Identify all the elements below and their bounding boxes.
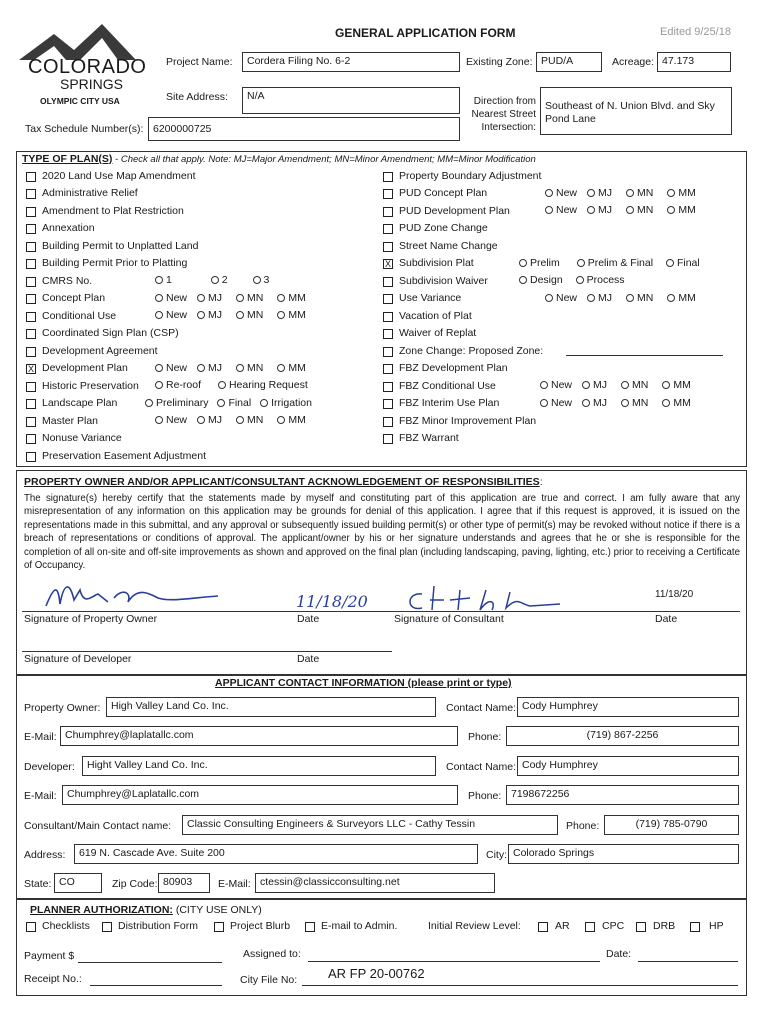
left-label-12: Historic Preservation	[42, 379, 139, 392]
project-name-label: Project Name:	[166, 56, 233, 68]
city-field[interactable]: Colorado Springs	[508, 844, 739, 864]
left-label-2: Amendment to Plat Restriction	[42, 204, 184, 217]
review-level-label: Initial Review Level:	[428, 920, 521, 932]
development-plan-mn-radio[interactable]	[236, 364, 244, 372]
consultant-field[interactable]: Classic Consulting Engineers & Surveyors LLC - Cathy Tessin	[182, 815, 558, 835]
developer-date-label: Date	[297, 653, 320, 665]
existing-zone-field[interactable]: PUD/A	[536, 52, 602, 72]
state-label: State:	[24, 878, 52, 890]
project-name-field[interactable]: Cordera Filing No. 6-2	[242, 52, 460, 72]
development-plan-amend-options	[155, 362, 306, 374]
use-variance-mn-label: MN	[637, 292, 654, 304]
ack-heading: PROPERTY OWNER AND/OR APPLICANT/CONSULTANT ACKNOWLEDGEMENT OF RESPONSIBILITIES:	[24, 476, 543, 488]
zip-label: Zip Code:	[112, 878, 158, 890]
cpc-label: CPC	[602, 920, 625, 932]
owner-date-label: Date	[297, 613, 320, 625]
dev-phone-label: Phone:	[468, 790, 502, 802]
final-radio[interactable]	[217, 399, 225, 407]
pud-concept-mn-radio[interactable]	[626, 189, 634, 197]
planner-date-label: Date:	[606, 948, 632, 960]
fbz-conditional-mn-label: MN	[632, 397, 649, 409]
right-checkbox-12[interactable]	[383, 382, 393, 392]
fbz-conditional-new-radio[interactable]	[540, 399, 548, 407]
fbz-development-mm-radio[interactable]	[662, 381, 670, 389]
ack-text: The signature(s) hereby certify that the statements made by myself and constituting part of this application are true and correct. I am fully aware that any misrepresentation of any information on this application may be grounds for denial of this application. I agree that if this request is approved, it is issued on the representations made in this submittal, and any approval or subsequently issued building permit(s) or other type of permit(s) may be revoked without notice if there is a breach of representations or conditions of approval. The applicant/owner by his or her signature understands and agrees that he or she is responsible for the completion of all on-site and off-site improvements as shown and approved on the final plan (including landscaping, paving, lighting, etc.) prior to receiving a Certificate of Occupancy.	[24, 493, 740, 572]
fbz-conditional-mm-label: MM	[673, 397, 691, 409]
logo-line1: COLORADO	[28, 56, 147, 78]
right-checkbox-6[interactable]	[383, 277, 393, 287]
dev-email-label: E-Mail:	[24, 790, 57, 802]
right-checkbox-11[interactable]	[383, 364, 393, 374]
fbz-conditional-mj-label: MJ	[593, 397, 608, 409]
sig-consultant-line	[392, 611, 740, 612]
right-label-10: Zone Change: Proposed Zone:	[399, 344, 544, 357]
right-label-4: Street Name Change	[399, 239, 498, 252]
plan-type-title: TYPE OF PLAN(S)	[22, 153, 113, 165]
plan-type-note: - Check all that apply. Note: MJ=Major Amendment; MN=Minor Amendment; MM=Minor Modification	[112, 154, 536, 165]
left-checkbox-1[interactable]	[26, 189, 36, 199]
cmrs-1-radio[interactable]	[155, 276, 163, 284]
concept-plan-mm-label: MM	[288, 292, 306, 304]
conditional-use-new-radio[interactable]	[155, 311, 163, 319]
use-variance-mm-radio[interactable]	[667, 294, 675, 302]
process-radio[interactable]	[576, 276, 584, 284]
concept-plan-amend-options	[155, 292, 306, 304]
right-label-15: FBZ Warrant	[399, 432, 459, 444]
contact-heading: APPLICANT CONTACT INFORMATION (please print or type)	[215, 677, 512, 689]
drb-checkbox[interactable]	[636, 922, 646, 932]
right-label-0: Property Boundary Adjustment	[399, 169, 542, 182]
left-label-5: Building Permit Prior to Platting	[42, 257, 188, 269]
right-label-2: PUD Development Plan	[399, 204, 510, 217]
left-checkbox-12[interactable]	[26, 382, 36, 392]
site-address-label: Site Address:	[166, 91, 228, 103]
direction-label: Direction from Nearest Street Intersection:	[471, 96, 536, 133]
ar-label: AR	[555, 920, 570, 932]
file-label: City File No:	[240, 974, 298, 986]
pud-development-mm-radio[interactable]	[667, 206, 675, 214]
concept-plan-new-label: New	[166, 292, 188, 304]
tax-label: Tax Schedule Number(s):	[25, 123, 144, 135]
concept-plan-mn-radio[interactable]	[236, 294, 244, 302]
master-plan-new-label: New	[166, 414, 188, 426]
cmrs-3-radio[interactable]	[253, 276, 261, 284]
hp-label: HP	[709, 920, 724, 932]
right-checkbox-10[interactable]	[383, 347, 393, 357]
subdivision-waiver-options: Design Process	[519, 274, 625, 286]
right-label-5: Subdivision Plat	[399, 257, 474, 269]
right-label-1: PUD Concept Plan	[399, 187, 488, 199]
landscape-options: Preliminary Final Irrigation	[145, 397, 312, 409]
edited-date: Edited 9/25/18	[660, 26, 731, 38]
final-plat-radio[interactable]	[666, 259, 674, 267]
receipt-label: Receipt No.:	[24, 973, 82, 985]
left-checkbox-3[interactable]	[26, 224, 36, 234]
left-label-8: Conditional Use	[42, 309, 117, 322]
owner-email-label: E-Mail:	[24, 731, 57, 743]
owner-contact-label: Contact Name:	[446, 702, 517, 714]
pud-development-new-radio[interactable]	[545, 206, 553, 214]
left-label-10: Development Agreement	[42, 344, 158, 357]
right-label-11: FBZ Development Plan	[399, 362, 508, 374]
right-checkbox-9[interactable]	[383, 329, 393, 339]
plan-type-heading	[22, 153, 536, 165]
master-plan-mm-label: MM	[288, 414, 306, 426]
owner-email-field[interactable]: Chumphrey@laplatallc.com	[60, 726, 458, 746]
form-title: GENERAL APPLICATION FORM	[335, 26, 516, 40]
right-checkbox-2[interactable]	[383, 207, 393, 217]
historic-options: Re-roof Hearing Request	[155, 379, 308, 391]
development-plan-mn-label: MN	[247, 362, 264, 374]
pud-concept-mm-label: MM	[678, 187, 696, 199]
left-label-11: Development Plan	[42, 362, 128, 374]
conditional-use-amend-options	[155, 309, 306, 321]
payment-label: Payment $	[24, 950, 75, 962]
cpc-checkbox[interactable]	[585, 922, 595, 932]
left-checkbox-5[interactable]	[26, 259, 36, 269]
dev-phone-field[interactable]: 7198672256	[506, 785, 739, 805]
ar-checkbox[interactable]	[538, 922, 548, 932]
use-variance-amend-options	[545, 292, 696, 304]
right-label-7: Use Variance	[399, 292, 462, 304]
left-label-3: Annexation	[42, 222, 95, 234]
prelim-radio[interactable]	[519, 259, 527, 267]
fbz-conditional-mn-radio[interactable]	[621, 399, 629, 407]
fbz-development-new-radio[interactable]	[540, 381, 548, 389]
left-label-14: Master Plan	[42, 414, 99, 427]
concept-plan-mm-radio[interactable]	[277, 294, 285, 302]
left-checkbox-9[interactable]	[26, 329, 36, 339]
pud-concept-new-label: New	[556, 187, 578, 199]
consultant-date-label: Date	[655, 613, 678, 625]
cons-phone-field[interactable]: (719) 785-0790	[604, 815, 739, 835]
fbz-conditional-amend-options	[540, 397, 691, 409]
email-admin-checkbox[interactable]	[305, 922, 315, 932]
developer-field[interactable]: Hight Valley Land Co. Inc.	[82, 756, 436, 776]
reroof-radio[interactable]	[155, 381, 163, 389]
drb-label: DRB	[653, 920, 676, 932]
conditional-use-mn-radio[interactable]	[236, 311, 244, 319]
development-plan-mm-label: MM	[288, 362, 306, 374]
blurb-label: Project Blurb	[230, 920, 291, 932]
pud-concept-mj-label: MJ	[598, 187, 613, 199]
right-label-12: FBZ Conditional Use	[399, 379, 496, 392]
development-plan-mj-radio[interactable]	[197, 364, 205, 372]
irrigation-radio[interactable]	[260, 399, 268, 407]
assigned-label: Assigned to:	[243, 948, 301, 960]
master-plan-mj-label: MJ	[208, 414, 223, 426]
logo	[14, 20, 164, 110]
left-label-15: Nonuse Variance	[42, 432, 122, 444]
file-line	[302, 985, 738, 986]
hearing-radio[interactable]	[218, 381, 226, 389]
dev-contact-field[interactable]: Cody Humphrey	[517, 756, 739, 776]
left-checkbox-2[interactable]	[26, 207, 36, 217]
logo-line3: OLYMPIC CITY USA	[40, 96, 120, 106]
fbz-development-amend-options	[540, 379, 691, 391]
right-label-9: Waiver of Replat	[399, 327, 477, 339]
owner-phone-field[interactable]: (719) 867-2256	[506, 726, 739, 746]
master-plan-mm-radio[interactable]	[277, 416, 285, 424]
master-plan-amend-options	[155, 414, 306, 426]
planner-date-line[interactable]	[638, 961, 738, 962]
owner-date: 11/18/20	[296, 592, 368, 611]
development-plan-new-label: New	[166, 362, 188, 374]
left-checkbox-16[interactable]	[26, 452, 36, 462]
right-checkbox-1[interactable]	[383, 189, 393, 199]
concept-plan-mj-radio[interactable]	[197, 294, 205, 302]
pud-development-mn-radio[interactable]	[626, 206, 634, 214]
right-checkbox-0[interactable]	[383, 172, 393, 182]
checklists-checkbox[interactable]	[26, 922, 36, 932]
fbz-development-mn-radio[interactable]	[621, 381, 629, 389]
master-plan-mn-label: MN	[247, 414, 264, 426]
left-label-4: Building Permit to Unplatted Land	[42, 239, 199, 252]
sig-developer-label: Signature of Developer	[24, 653, 132, 665]
pud-concept-new-radio[interactable]	[545, 189, 553, 197]
email-field[interactable]: ctessin@classicconsulting.net	[255, 873, 495, 893]
right-label-8: Vacation of Plat	[399, 309, 472, 322]
concept-plan-mj-label: MJ	[208, 292, 223, 304]
right-checkbox-15[interactable]	[383, 434, 393, 444]
planner-heading: PLANNER AUTHORIZATION: (CITY USE ONLY)	[30, 904, 262, 916]
logo-line2: SPRINGS	[60, 76, 124, 92]
prelim-final-radio[interactable]	[577, 259, 585, 267]
zip-field[interactable]: 80903	[158, 873, 210, 893]
pud-concept-amend-options	[545, 187, 696, 199]
sig-consultant-label: Signature of Consultant	[394, 613, 504, 625]
sig-developer-line	[22, 651, 392, 652]
direction-field[interactable]: Southeast of N. Union Blvd. and Sky Pond Lane	[540, 87, 732, 135]
left-label-7: Concept Plan	[42, 292, 106, 304]
master-plan-mj-radio[interactable]	[197, 416, 205, 424]
design-radio[interactable]	[519, 276, 527, 284]
cons-phone-label: Phone:	[566, 820, 600, 832]
fbz-development-mj-radio[interactable]	[582, 381, 590, 389]
consultant-date: 11/18/20	[655, 589, 694, 600]
pud-development-amend-options	[545, 204, 696, 216]
checklists-label: Checklists	[42, 920, 90, 932]
pud-development-mj-label: MJ	[598, 204, 613, 216]
pud-development-mj-radio[interactable]	[587, 206, 595, 214]
right-checkbox-3[interactable]	[383, 224, 393, 234]
use-variance-new-label: New	[556, 292, 578, 304]
acreage-field[interactable]: 47.173	[657, 52, 731, 72]
fbz-development-mm-label: MM	[673, 379, 691, 391]
address-label: Address:	[24, 849, 66, 861]
existing-zone-label: Existing Zone:	[466, 56, 533, 68]
dev-contact-label: Contact Name:	[446, 761, 517, 773]
master-plan-mn-radio[interactable]	[236, 416, 244, 424]
city-label: City:	[486, 849, 507, 861]
sig-owner-line	[22, 611, 392, 612]
distribution-label: Distribution Form	[118, 920, 198, 932]
left-label-13: Landscape Plan	[42, 397, 118, 409]
state-field[interactable]: CO	[54, 873, 102, 893]
cmrs-2-radio[interactable]	[211, 276, 219, 284]
pud-concept-mm-radio[interactable]	[667, 189, 675, 197]
site-address-field[interactable]: N/A	[242, 87, 460, 114]
pud-concept-mn-label: MN	[637, 187, 654, 199]
owner-contact-field[interactable]: Cody Humphrey	[517, 697, 739, 717]
acreage-label: Acreage:	[612, 56, 655, 68]
dev-email-field[interactable]: Chumphrey@Laplatallc.com	[62, 785, 458, 805]
hp-checkbox[interactable]	[690, 922, 700, 932]
pud-development-mm-label: MM	[678, 204, 696, 216]
right-label-13: FBZ Interim Use Plan	[399, 397, 500, 409]
fbz-development-mn-label: MN	[632, 379, 649, 391]
conditional-use-mm-label: MM	[288, 309, 306, 321]
owner-field[interactable]: High Valley Land Co. Inc.	[106, 697, 436, 717]
left-checkbox-11[interactable]: X	[27, 364, 34, 374]
owner-signature	[40, 576, 240, 616]
master-plan-new-radio[interactable]	[155, 416, 163, 424]
right-checkbox-8[interactable]	[383, 312, 393, 322]
development-plan-mm-radio[interactable]	[277, 364, 285, 372]
blurb-checkbox[interactable]	[214, 922, 224, 932]
left-checkbox-14[interactable]	[26, 417, 36, 427]
conditional-use-mm-radio[interactable]	[277, 311, 285, 319]
file-number: AR FP 20-00762	[328, 966, 425, 981]
use-variance-mj-radio[interactable]	[587, 294, 595, 302]
developer-label: Developer:	[24, 761, 75, 773]
left-checkbox-7[interactable]	[26, 294, 36, 304]
conditional-use-mj-label: MJ	[208, 309, 223, 321]
left-checkbox-0[interactable]	[26, 172, 36, 182]
use-variance-new-radio[interactable]	[545, 294, 553, 302]
left-checkbox-4[interactable]	[26, 242, 36, 252]
left-checkbox-8[interactable]	[26, 312, 36, 322]
development-plan-mj-label: MJ	[208, 362, 223, 374]
right-label-3: PUD Zone Change	[399, 222, 488, 234]
tax-field[interactable]: 6200000725	[148, 117, 460, 141]
owner-label: Property Owner:	[24, 702, 101, 714]
email-admin-label: E-mail to Admin.	[321, 920, 398, 932]
left-label-16: Preservation Easement Adjustment	[42, 449, 207, 462]
assigned-line[interactable]	[308, 961, 600, 962]
distribution-checkbox[interactable]	[102, 922, 112, 932]
conditional-use-mj-radio[interactable]	[197, 311, 205, 319]
conditional-use-new-label: New	[166, 309, 188, 321]
development-plan-new-radio[interactable]	[155, 364, 163, 372]
left-label-1: Administrative Relief	[42, 187, 138, 199]
cmrs-options: 1 2 3	[155, 274, 269, 286]
left-checkbox-15[interactable]	[26, 434, 36, 444]
left-checkbox-6[interactable]	[26, 277, 36, 287]
concept-plan-new-radio[interactable]	[155, 294, 163, 302]
use-variance-mn-radio[interactable]	[626, 294, 634, 302]
right-label-6: Subdivision Waiver	[399, 274, 488, 287]
right-checkbox-5[interactable]: X	[384, 259, 391, 269]
pud-development-new-label: New	[556, 204, 578, 216]
fbz-conditional-mj-radio[interactable]	[582, 399, 590, 407]
use-variance-mj-label: MJ	[598, 292, 613, 304]
concept-plan-mn-label: MN	[247, 292, 264, 304]
right-checkbox-14[interactable]	[383, 417, 393, 427]
subdivision-plat-options: Prelim Prelim & Final Final	[519, 257, 700, 269]
left-label-6: CMRS No.	[42, 274, 93, 287]
address-field[interactable]: 619 N. Cascade Ave. Suite 200	[74, 844, 478, 864]
sig-owner-label: Signature of Property Owner	[24, 613, 158, 625]
left-checkbox-13[interactable]	[26, 399, 36, 409]
left-checkbox-10[interactable]	[26, 347, 36, 357]
email-label: E-Mail:	[218, 878, 251, 890]
right-label-14: FBZ Minor Improvement Plan	[399, 414, 537, 427]
pud-development-mn-label: MN	[637, 204, 654, 216]
owner-phone-label: Phone:	[468, 731, 502, 743]
right-checkbox-7[interactable]	[383, 294, 393, 304]
right-checkbox-13[interactable]	[383, 399, 393, 409]
right-checkbox-4[interactable]	[383, 242, 393, 252]
fbz-conditional-mm-radio[interactable]	[662, 399, 670, 407]
use-variance-mm-label: MM	[678, 292, 696, 304]
left-label-0: 2020 Land Use Map Amendment	[42, 169, 196, 182]
fbz-conditional-new-label: New	[551, 397, 573, 409]
fbz-development-mj-label: MJ	[593, 379, 608, 391]
preliminary-radio[interactable]	[145, 399, 153, 407]
fbz-development-new-label: New	[551, 379, 573, 391]
left-label-9: Coordinated Sign Plan (CSP)	[42, 327, 179, 339]
proposed-zone-line	[566, 355, 723, 356]
payment-line[interactable]	[78, 962, 222, 963]
pud-concept-mj-radio[interactable]	[587, 189, 595, 197]
consultant-label: Consultant/Main Contact name:	[24, 820, 172, 832]
receipt-line[interactable]	[90, 985, 222, 986]
conditional-use-mn-label: MN	[247, 309, 264, 321]
